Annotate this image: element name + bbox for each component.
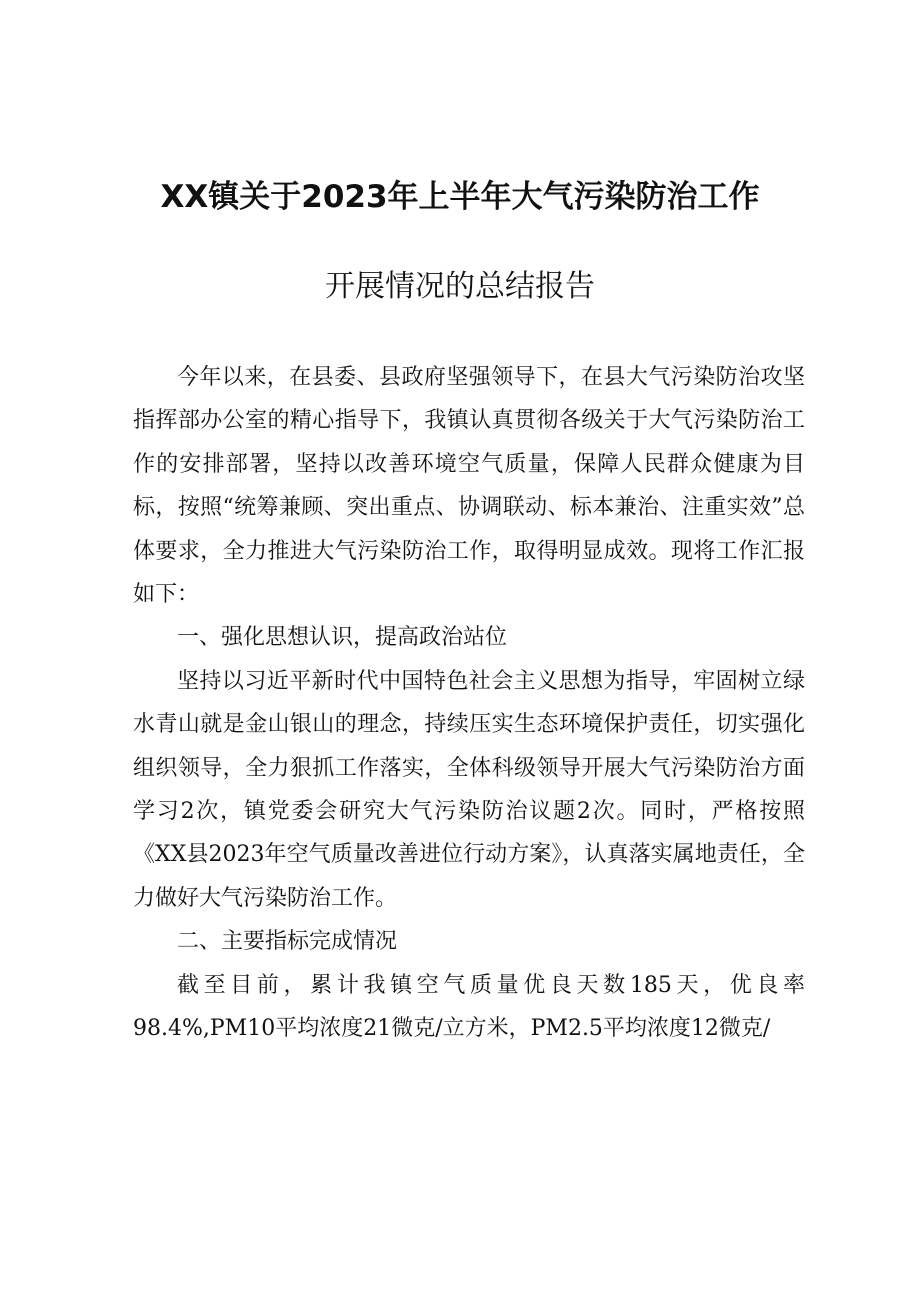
section-2-paragraph: 截至目前，累计我镇空气质量优良天数185天，优良率98.4%,PM10平均浓度21微克/立方米，PM2.5平均浓度12微克/: [133, 972, 805, 1042]
section-heading-2: 二、主要指标完成情况: [177, 929, 398, 955]
document-title-line-1: XX镇关于2023年上半年大气污染防治工作: [160, 179, 760, 215]
section-1-paragraph: 坚持以习近平新时代中国特色社会主义思想为指导，牢固树立绿水青山就是金山银山的理念，持续压实生态环境保护责任，切实强化组织领导，全力狠抓工作落实，全体科级领导开展大气污染防治方面学习2次，镇党委会研究大气污染防治议题2次。同时，严格按照《XX县2023年空气质量改善进位行动方案》，认真落实属地责任，全力做好大气污染防治工作。: [133, 668, 805, 911]
document-body: [133, 356, 805, 1051]
section-heading-1: 一、强化思想认识，提高政治站位: [177, 625, 508, 651]
intro-paragraph: 今年以来，在县委、县政府坚强领导下，在县大气污染防治攻坚指挥部办公室的精心指导下，我镇认真贯彻各级关于大气污染防治工作的安排部署，坚持以改善环境空气质量，保障人民群众健康为目标，按照“统筹兼顾、突出重点、协调联动、标本兼治、注重实效”总体要求，全力推进大气污染防治工作，取得明显成效。现将工作汇报如下：: [133, 365, 805, 608]
document-title-line-2: 开展情况的总结报告: [325, 269, 595, 304]
